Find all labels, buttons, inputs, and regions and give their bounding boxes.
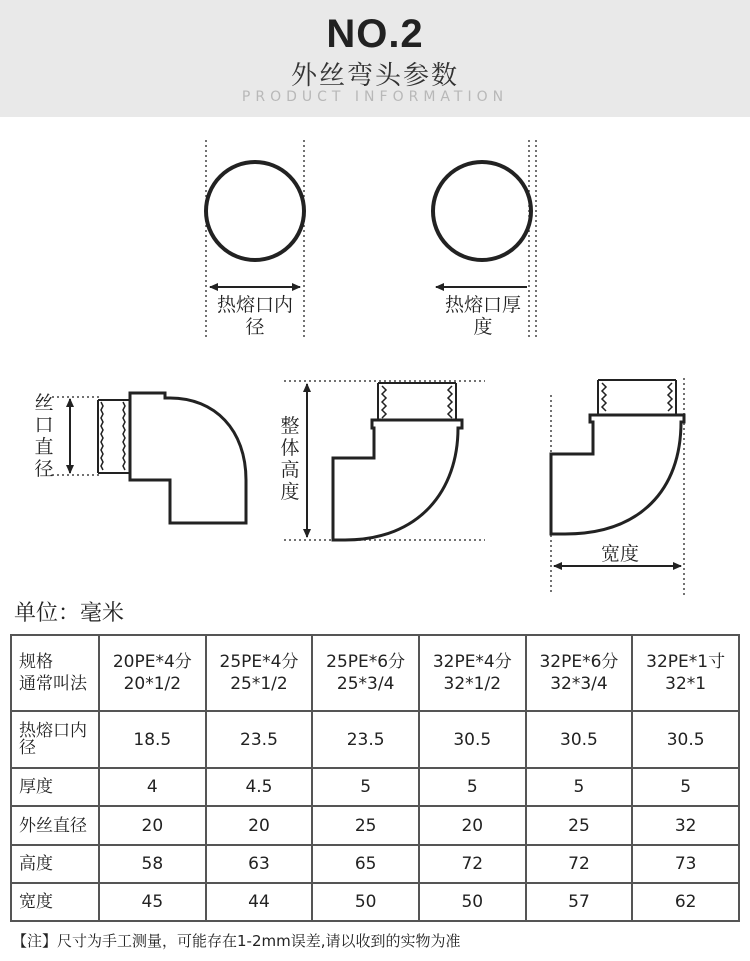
table-cell: 20 xyxy=(419,806,526,844)
table-cell: 50 xyxy=(312,883,419,921)
header-banner xyxy=(0,0,750,117)
table-cell xyxy=(312,635,419,711)
table-row xyxy=(11,768,739,806)
dimension-diagrams xyxy=(0,117,750,597)
table-cell: 23.5 xyxy=(312,711,419,768)
table-cell: 32 xyxy=(632,806,739,844)
spec-value: 25PE*4分 xyxy=(219,652,299,672)
table-cell xyxy=(206,635,313,711)
row-label: 厚度 xyxy=(11,768,99,806)
common-value: 32*3/4 xyxy=(550,674,608,694)
table-cell: 25 xyxy=(526,806,633,844)
spec-value: 25PE*6分 xyxy=(326,652,406,672)
table-cell: 20 xyxy=(99,806,206,844)
row-label: 外丝直径 xyxy=(11,806,99,844)
table-cell: 30.5 xyxy=(526,711,633,768)
table-cell: 72 xyxy=(419,845,526,883)
row-label: 高度 xyxy=(11,845,99,883)
header-label-cell xyxy=(11,635,99,711)
common-value: 32*1/2 xyxy=(443,674,502,694)
table-cell xyxy=(526,635,633,711)
page-subtitle: PRODUCT INFORMATION xyxy=(241,89,509,105)
table-cell: 4.5 xyxy=(206,768,313,806)
table-cell: 5 xyxy=(419,768,526,806)
table-cell: 25 xyxy=(312,806,419,844)
table-cell: 20 xyxy=(206,806,313,844)
table-header-row xyxy=(11,635,739,711)
table-cell: 62 xyxy=(632,883,739,921)
table-cell: 30.5 xyxy=(419,711,526,768)
row-label: 宽度 xyxy=(11,883,99,921)
width-label: 宽度 xyxy=(590,543,650,565)
spec-value: 32PE*4分 xyxy=(432,652,512,672)
table-row xyxy=(11,883,739,921)
table-cell: 63 xyxy=(206,845,313,883)
spec-value: 32PE*6分 xyxy=(539,652,619,672)
total-height-label: 整体高度 xyxy=(280,415,300,503)
table-cell xyxy=(99,635,206,711)
page-number-title: NO.2 xyxy=(326,12,424,56)
table-row xyxy=(11,711,739,768)
unit-label: 单位：毫米 xyxy=(14,601,125,626)
table-cell: 57 xyxy=(526,883,633,921)
spec-header-label: 规格 xyxy=(19,652,53,672)
row-label: 热熔口内径 xyxy=(11,711,99,768)
common-name-header-label: 通常叫法 xyxy=(19,674,87,694)
table-cell: 58 xyxy=(99,845,206,883)
table-cell: 5 xyxy=(632,768,739,806)
thickness-label: 热熔口厚度 xyxy=(444,294,521,338)
page-title: 外丝弯头参数 xyxy=(290,61,459,91)
table-cell xyxy=(632,635,739,711)
thread-diameter-diagram xyxy=(52,393,246,523)
table-cell: 44 xyxy=(206,883,313,921)
table-cell: 5 xyxy=(312,768,419,806)
common-value: 25*1/2 xyxy=(230,674,288,694)
table-cell: 5 xyxy=(526,768,633,806)
thread-diameter-label: 丝口直径 xyxy=(34,392,54,480)
inner-diameter-label: 热熔口内径 xyxy=(216,294,293,338)
table-cell: 73 xyxy=(632,845,739,883)
table-cell: 65 xyxy=(312,845,419,883)
common-value: 25*3/4 xyxy=(336,674,395,694)
spec-value: 20PE*4分 xyxy=(112,652,192,672)
measurement-note: 【注】尺寸为手工测量，可能存在1-2mm误差,请以收到的实物为准 xyxy=(12,932,461,950)
table-cell xyxy=(419,635,526,711)
spec-value: 32PE*1寸 xyxy=(646,652,726,672)
table-cell: 45 xyxy=(99,883,206,921)
table-cell: 18.5 xyxy=(99,711,206,768)
common-value: 20*1/2 xyxy=(123,674,182,694)
total-height-diagram xyxy=(284,381,485,540)
table-cell: 4 xyxy=(99,768,206,806)
table-cell: 72 xyxy=(526,845,633,883)
table-row xyxy=(11,806,739,844)
common-value: 32*1 xyxy=(665,674,707,694)
table-cell: 30.5 xyxy=(632,711,739,768)
table-cell: 50 xyxy=(419,883,526,921)
table-row xyxy=(11,845,739,883)
spec-table xyxy=(10,634,740,922)
table-cell: 23.5 xyxy=(206,711,313,768)
